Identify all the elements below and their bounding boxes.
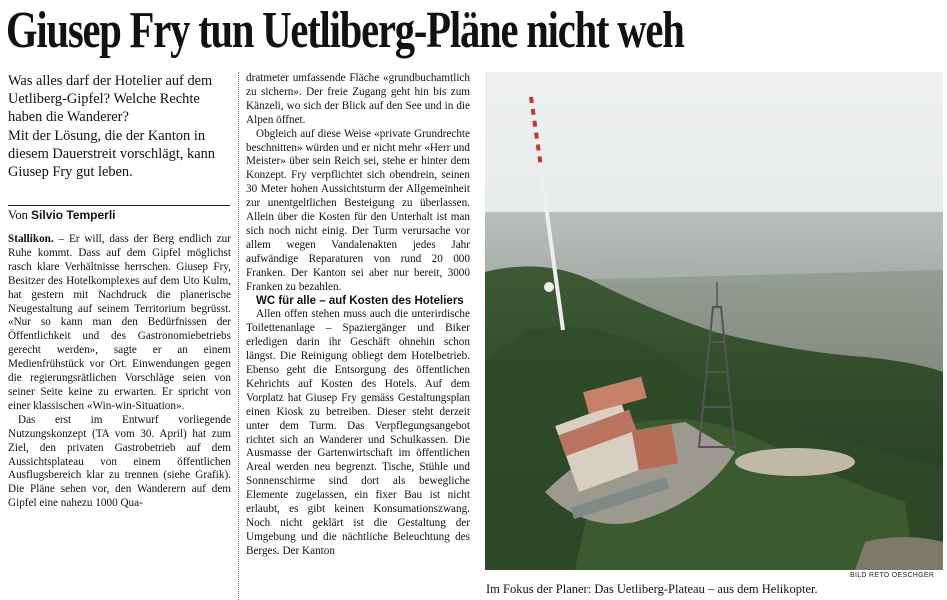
byline bbox=[8, 205, 230, 223]
byline-author: Silvio Temperli bbox=[31, 208, 116, 222]
paragraph: Das erst im Entwurf vorliegende Nutzungskonzept (TA vom 30. April) hat zum Ziel, den privaten Gastrobetrieb auf dem Aussichtsplateau von einem öffentlichen Ausflugsbereich klar zu trennen (siehe Grafik). Die Pläne sehen vor, den Wanderern auf dem Gipfel eine nahezu 1000 Qua- bbox=[8, 413, 231, 510]
headline: Giusep Fry tun Uetliberg-Pläne nicht weh bbox=[6, 2, 684, 59]
paragraph: Allen offen stehen muss auch die unterirdische Toilettenanlage – Spaziergänger und Biker erledigen darin ihr Geschäft ohnehin schon längst. Die Reinigung obliegt dem Hotelbetrieb. Ebenso geht die Entsorgung des öffentlichen Kehrichts auf Kosten des Hotels. Auf dem Vorplatz hat Giusep Fry gemäss Gestaltungsplan einen Kiosk zu betreiben. Dieser steht derzeit unter dem Turm. Das Verpflegungsangebot richtet sich an Wanderer und Schulkassen. Die Ausmasse der Gartenwirtschaft im öffentlichen Areal werden neu begrenzt. Tische, Stühle und Sonnenschirme sind dort als bewegliche Elemente zugelassen, ein fixer Bau ist nicht erlaubt, es gibt keinen Konsumationszwang. Noch nicht geklärt ist die Gestaltung der Umgebung und die nächtliche Beleuchtung des Berges. Der Kanton bbox=[246, 308, 470, 557]
paragraph: Obgleich auf diese Weise «private Grundrechte beschnitten» würden und er nicht mehr «Herr und Meister» über sein Reich sei, stehe er hinter dem Konzept. Fry verpflichtet sich obendrein, seinen 30 Meter hohen Aussichtsturm der Allgemeinheit zur unentgeltlichen Besteigung zu überlassen. Allein über die Kosten für den Unterhalt ist man sich noch nicht einig. Der Turm verursache vor allem wegen Vandalenakten jedes Jahr aufwändige Reparaturen von rund 20 000 Franken. Der Kanton sei aber nur bereit, 3000 Franken zu bezahlen. bbox=[246, 127, 470, 293]
lead-paragraph bbox=[8, 72, 230, 181]
aerial-photo bbox=[485, 72, 943, 570]
photo-credit: BILD RETO OESCHGER bbox=[850, 572, 935, 579]
aerial-photo-illustration bbox=[485, 72, 943, 570]
paragraph bbox=[8, 233, 231, 414]
subheading: WC für alle – auf Kosten des Hoteliers bbox=[256, 294, 464, 307]
lead-question: Was alles darf der Hotelier auf dem Uetliberg-Gipfel? Welche Rechte haben die Wanderer? bbox=[8, 73, 213, 126]
paragraph: dratmeter umfassende Fläche «grundbuchamtlich zu sichern». Der freie Zugang geht hin bis zum Känzeli, wo sich der Blick auf den See und in die Alpen öffnet. bbox=[246, 72, 470, 126]
byline-rule bbox=[8, 205, 230, 206]
column-seam bbox=[238, 72, 241, 600]
article-column-1 bbox=[8, 233, 231, 511]
paragraph-text: – Er will, dass der Berg endlich zur Ruhe kommt. Dass auf dem Gipfel möglichst rasch klare Verhältnisse herrschen. Giusep Fry, Besitzer des Hotelkomplexes auf dem Uto Kulm, hat gestern mit Nachdruck die planerische Neugestaltung auf seinem Territorium begrüsst. «Nur so kann man den Bedürfnissen der Öffentlichkeit und des Gastronomiebetriebs gerecht werden», sagte er an einem Medienfrühstück vor Ort. Einwendungen gegen die regierungsrätlichen Vorschläge seien von seiner Seite keine zu erwarten. Er spricht von einer klassischen «Win-win-Situation». bbox=[8, 233, 231, 412]
byline-prefix: Von bbox=[8, 208, 28, 222]
lead-summary: Mit der Lösung, die der Kanton in diesem Dauerstreit vorschlägt, kann Giusep Fry gut leben. bbox=[8, 127, 215, 181]
dateline: Stallikon. bbox=[8, 233, 54, 245]
article-column-2 bbox=[246, 72, 470, 559]
photo-caption: Im Fokus der Planer: Das Uetliberg-Plateau – aus dem Helikopter. bbox=[486, 582, 818, 596]
